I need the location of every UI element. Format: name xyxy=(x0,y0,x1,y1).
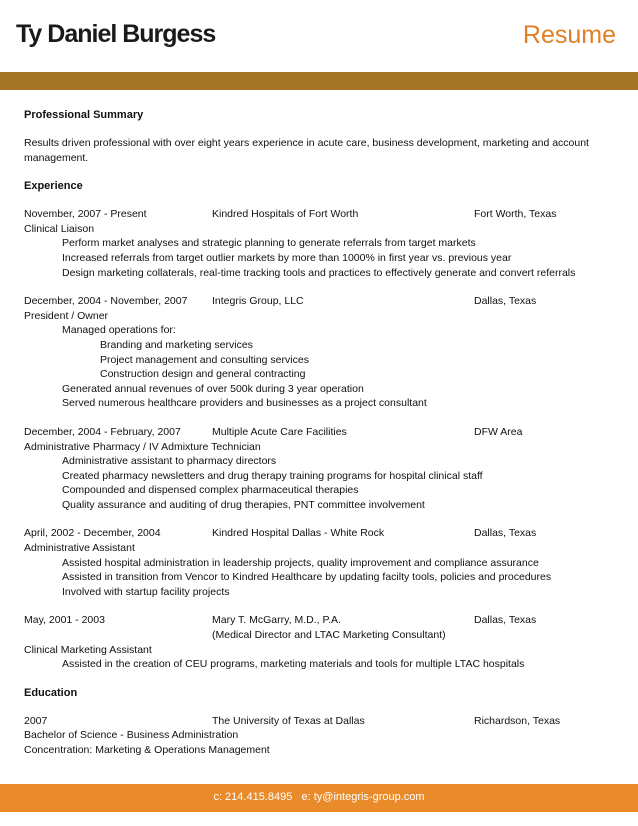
job-subduty: Construction design and general contracting xyxy=(100,368,306,381)
job-role: Clinical Marketing Assistant xyxy=(24,643,152,656)
job-duty: Increased referrals from target outlier markets by more than 1000% in first year vs. previous year xyxy=(62,251,512,264)
job-location: DFW Area xyxy=(474,425,523,438)
job-role: Administrative Assistant xyxy=(24,542,135,555)
job-entry xyxy=(24,613,614,671)
job-dates: November, 2007 - Present xyxy=(24,208,147,221)
job-employer: Mary T. McGarry, M.D., P.A. xyxy=(212,614,341,627)
footer-contact xyxy=(0,791,638,803)
job-duty: Administrative assistant to pharmacy directors xyxy=(62,455,277,468)
job-location: Dallas, Texas xyxy=(474,614,537,627)
resume-body xyxy=(24,108,614,758)
job-dates: December, 2004 - November, 2007 xyxy=(24,295,188,308)
job-employer-note-row xyxy=(24,628,614,643)
job-location: Dallas, Texas xyxy=(474,527,537,540)
job-header-row xyxy=(24,613,614,628)
footer-phone: c: 214.415.8495 xyxy=(213,791,293,803)
education-header-row xyxy=(24,714,614,729)
job-employer: Integris Group, LLC xyxy=(212,295,304,308)
job-duty: Served numerous healthcare providers and businesses as a project consultant xyxy=(62,397,427,410)
job-header-row xyxy=(24,425,614,440)
job-duty: Assisted in the creation of CEU programs, marketing materials and tools for multiple LTAC hospitals xyxy=(62,658,525,671)
job-role: Administrative Pharmacy / IV Admixture Technician xyxy=(24,440,261,453)
job-dates: April, 2002 - December, 2004 xyxy=(24,527,161,540)
job-location: Fort Worth, Texas xyxy=(474,208,557,221)
job-location: Dallas, Texas xyxy=(474,295,537,308)
document-title: Resume xyxy=(522,21,616,49)
job-entry xyxy=(24,294,614,411)
job-dates: May, 2001 - 2003 xyxy=(24,614,105,627)
education-year: 2007 xyxy=(24,714,48,727)
job-duty: Assisted in transition from Vencor to Kindred Healthcare by updating facilty tools, policies and procedures xyxy=(62,571,552,584)
job-subduty: Project management and consulting services xyxy=(100,353,309,366)
education-location: Richardson, Texas xyxy=(474,714,561,727)
job-employer: Kindred Hospitals of Fort Worth xyxy=(212,208,359,221)
education-concentration: Concentration: Marketing & Operations Management xyxy=(24,744,270,756)
header-band xyxy=(0,72,638,90)
footer-email[interactable]: e: ty@integris-group.com xyxy=(301,791,425,803)
job-entry xyxy=(24,425,614,513)
job-role: President / Owner xyxy=(24,309,109,322)
summary-heading: Professional Summary xyxy=(24,109,144,121)
job-employer: Kindred Hospital Dallas - White Rock xyxy=(212,527,385,540)
job-duty: Created pharmacy newsletters and drug therapy training programs for hospital clinical staff xyxy=(62,469,483,482)
experience-heading: Experience xyxy=(24,180,83,193)
job-header-row xyxy=(24,207,614,222)
job-dates: December, 2004 - February, 2007 xyxy=(24,425,181,438)
job-employer-note: (Medical Director and LTAC Marketing Consultant) xyxy=(212,629,446,642)
contact-footer xyxy=(0,784,638,812)
job-employer: Multiple Acute Care Facilities xyxy=(212,425,347,438)
job-duty: Design marketing collaterals, real-time tracking tools and practices to effectively generate and convert referrals xyxy=(62,266,576,279)
job-header-row xyxy=(24,294,614,309)
job-duty: Generated annual revenues of over 500k during 3 year operation xyxy=(62,382,364,395)
candidate-name: Ty Daniel Burgess xyxy=(16,20,216,48)
job-duty: Managed operations for: xyxy=(62,324,176,337)
job-entry xyxy=(24,526,614,599)
resume-header xyxy=(0,0,638,72)
summary-text: Results driven professional with over eight years experience in acute care, business development, marketing and account management. xyxy=(24,137,589,164)
job-duty: Compounded and dispensed complex pharmaceutical therapies xyxy=(62,484,359,497)
job-subduty: Branding and marketing services xyxy=(100,338,253,351)
job-entry xyxy=(24,207,614,280)
job-duty: Quality assurance and auditing of drug therapies, PNT committee involvement xyxy=(62,498,425,511)
job-duty: Perform market analyses and strategic planning to generate referrals from target markets xyxy=(62,237,476,250)
job-header-row xyxy=(24,526,614,541)
education-heading: Education xyxy=(24,686,78,699)
job-duty: Assisted hospital administration in leadership projects, quality improvement and compliance assurance xyxy=(62,556,539,569)
job-duty: Involved with startup facility projects xyxy=(62,585,230,598)
education-degree: Bachelor of Science - Business Administration xyxy=(24,729,239,742)
education-school: The University of Texas at Dallas xyxy=(212,714,365,727)
job-role: Clinical Liaison xyxy=(24,222,95,235)
